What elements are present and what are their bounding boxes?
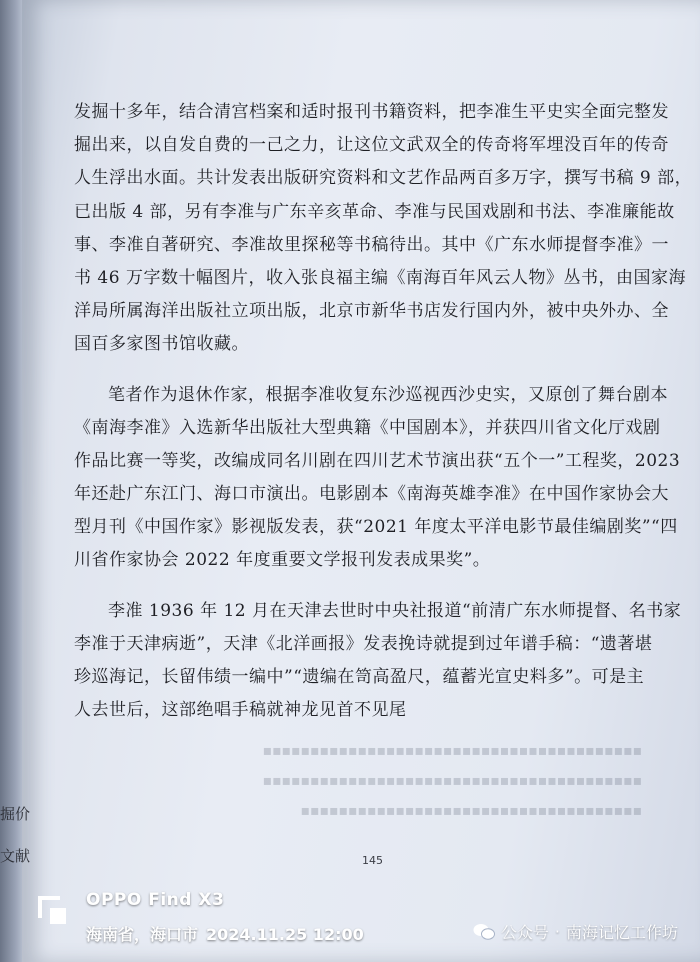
text-line: 年还赴广东江门、海口市演出。电影剧本《南海英雄李准》在中国作家协会大 [74,484,669,505]
location-watermark [86,922,364,945]
text-line: 川省作家协会 2022 年度重要文学报刊发表成果奖”。 [74,550,491,571]
text-line: 已出版 4 部，另有李准与广东辛亥革命、李准与民国戏剧和书法、李准廉能故 [74,201,675,222]
text-line: 国百多家图书馆收藏。 [74,334,249,355]
text-line: 珍巡海记，长留伟绩一编中”“遗编在笥高盈尺，蕴蓄光宣史料多”。可是主 [74,667,645,687]
book-page [22,0,700,962]
adjacent-page-text: 掘价 [0,805,31,823]
text-line: 笔者作为退休作家，根据李准收复东沙巡视西沙史实，又原创了舞台剧本 [108,384,668,405]
text-line: 掘出来，以自发自费的一己之力，让这位文武双全的传奇将军埋没百年的传奇 [74,135,669,156]
camera-watermark-icon [36,894,70,928]
adjacent-page-text: 文献 [0,847,31,865]
account-name: 南海记忆工作坊 [565,923,678,942]
text-line: 李准于天津病逝”，天津《北洋画报》发表挽诗就提到过年谱手稿：“遗著堪 [74,633,653,654]
text-line: 《南海李准》入选新华出版社大型典籍《中国剧本》，并获四川省文化厅戏剧 [74,417,661,438]
body-text [74,96,693,727]
text-line: 型月刊《中国作家》影视版发表，获“2021 年度太平洋电影节最佳编剧奖”“四 [74,517,678,538]
paragraph-gap [74,362,646,379]
text-line: 发掘十多年，结合清宫档案和适时报刊书籍资料，把李准生平史实全面完整发 [74,102,669,122]
datetime-text: 2024.11.25 12:00 [206,925,364,944]
location-text: 海南省，海口市 [86,925,199,944]
wechat-icon [473,923,495,941]
show-through-text: ▪▪▪▪▪▪▪▪▪▪▪▪▪▪▪▪▪▪▪▪▪▪▪▪▪▪▪▪▪▪▪▪▪▪▪▪▪▪▪▪ ▪▪▪▪▪▪▪▪▪▪▪▪▪▪▪▪▪▪▪▪▪▪▪▪▪▪▪▪▪▪▪▪▪▪▪▪▪▪▪▪ ▪▪▪▪▪▪▪▪▪▪▪▪▪▪▪▪▪▪▪▪▪▪▪▪▪▪▪▪▪▪▪▪▪▪▪▪ [262,743,642,819]
text-line: 作品比赛一等奖，改编成同名川剧在四川艺术节演出获“五个一”工程奖，2023 [74,450,681,471]
text-line: 书 46 万字数十幅图片，收入张良福主编《南海百年风云人物》丛书，由国家海 [74,267,686,288]
account-prefix: 公众号 [500,923,549,942]
page-number: 145 [362,854,383,867]
paragraph-gap [74,578,646,595]
device-watermark: OPPO Find X3 [86,890,225,910]
text-line: 事、李准自著研究、李准故里探秘等书稿待出。其中《广东水师提督李准》一 [74,234,669,255]
text-line: 人生浮出水面。共计发表出版研究资料和文艺作品两百多万字，撰写书稿 9 部， [74,168,693,189]
text-line: 洋局所属海洋出版社立项出版，北京市新华书店发行国内外，被中央外办、全 [74,301,669,322]
account-separator: · [554,922,560,941]
wechat-account-watermark [473,920,678,943]
text-line: 李准 1936 年 12 月在天津去世时中央社报道“前清广东水师提督、名书家 [108,600,682,621]
text-line: 人去世后，这部绝唱手稿就神龙见首不见尾 [74,700,407,721]
